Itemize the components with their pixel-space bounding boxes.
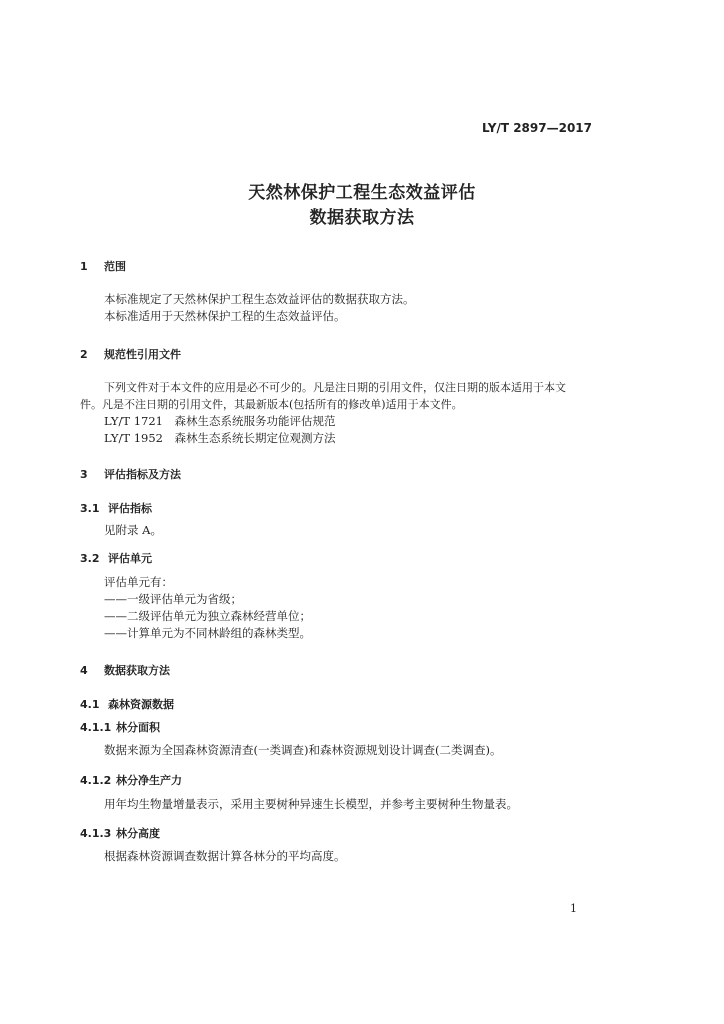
section-title: 林分高度 [116,827,160,840]
paragraph: 评估单元有： [104,575,173,589]
list-item: ——二级评估单元为独立森林经营单位； [104,609,311,623]
section-number: 4.1.3 [80,827,112,840]
section-number: 2 [80,348,88,361]
section-title: 评估指标及方法 [104,468,181,481]
section-title: 数据获取方法 [104,664,170,677]
section-title: 森林资源数据 [108,698,174,711]
section-heading-4-1-2 [80,772,182,788]
section-title: 评估单元 [108,552,152,565]
section-number: 4.1.2 [80,774,112,787]
section-number: 4 [80,664,88,677]
section-title: 范围 [104,260,126,273]
paragraph: 用年均生物量增量表示，采用主要树种异速生长模型，并参考主要树种生物量表。 [104,797,518,811]
section-heading-4-1-1 [80,719,160,735]
paragraph: 见附录 A。 [104,523,162,537]
document-title-line1: 天然林保护工程生态效益评估 [248,183,476,203]
section-heading-1 [80,258,126,274]
section-heading-4 [80,662,170,678]
section-heading-3 [80,466,181,482]
paragraph: 根据森林资源调查数据计算各林分的平均高度。 [104,849,346,863]
reference-item: LY/T 1952 森林生态系统长期定位观测方法 [104,431,336,445]
section-heading-4-1 [80,696,174,712]
paragraph: 本标准规定了天然林保护工程生态效益评估的数据获取方法。 [104,292,415,306]
reference-item: LY/T 1721 森林生态系统服务功能评估规范 [104,414,336,428]
standard-code: LY/T 2897—2017 [481,121,592,135]
list-item: ——计算单元为不同林龄组的森林类型。 [104,626,311,640]
section-number: 4.1 [80,698,100,711]
section-number: 3.2 [80,552,100,565]
section-number: 4.1.1 [80,721,112,734]
section-heading-2 [80,346,181,362]
paragraph: 下列文件对于本文件的应用是必不可少的。凡是注日期的引用文件，仅注日期的版本适用于本文 [104,381,566,394]
document-title-line2: 数据获取方法 [309,208,415,228]
section-title: 规范性引用文件 [104,348,181,361]
paragraph: 件。凡是不注日期的引用文件，其最新版本(包括所有的修改单)适用于本文件。 [80,398,463,411]
page-number: 1 [570,902,577,915]
section-heading-3-2 [80,550,152,566]
list-item: ——一级评估单元为省级； [104,592,242,606]
paragraph: 本标准适用于天然林保护工程的生态效益评估。 [104,309,346,323]
section-title: 评估指标 [108,502,152,515]
section-heading-3-1 [80,500,152,516]
section-heading-4-1-3 [80,825,160,841]
section-title: 林分净生产力 [116,774,182,787]
section-number: 1 [80,260,88,273]
section-number: 3 [80,468,88,481]
section-title: 林分面积 [116,721,160,734]
paragraph: 数据来源为全国森林资源清查(一类调查)和森林资源规划设计调查(二类调查)。 [104,743,502,757]
section-number: 3.1 [80,502,100,515]
